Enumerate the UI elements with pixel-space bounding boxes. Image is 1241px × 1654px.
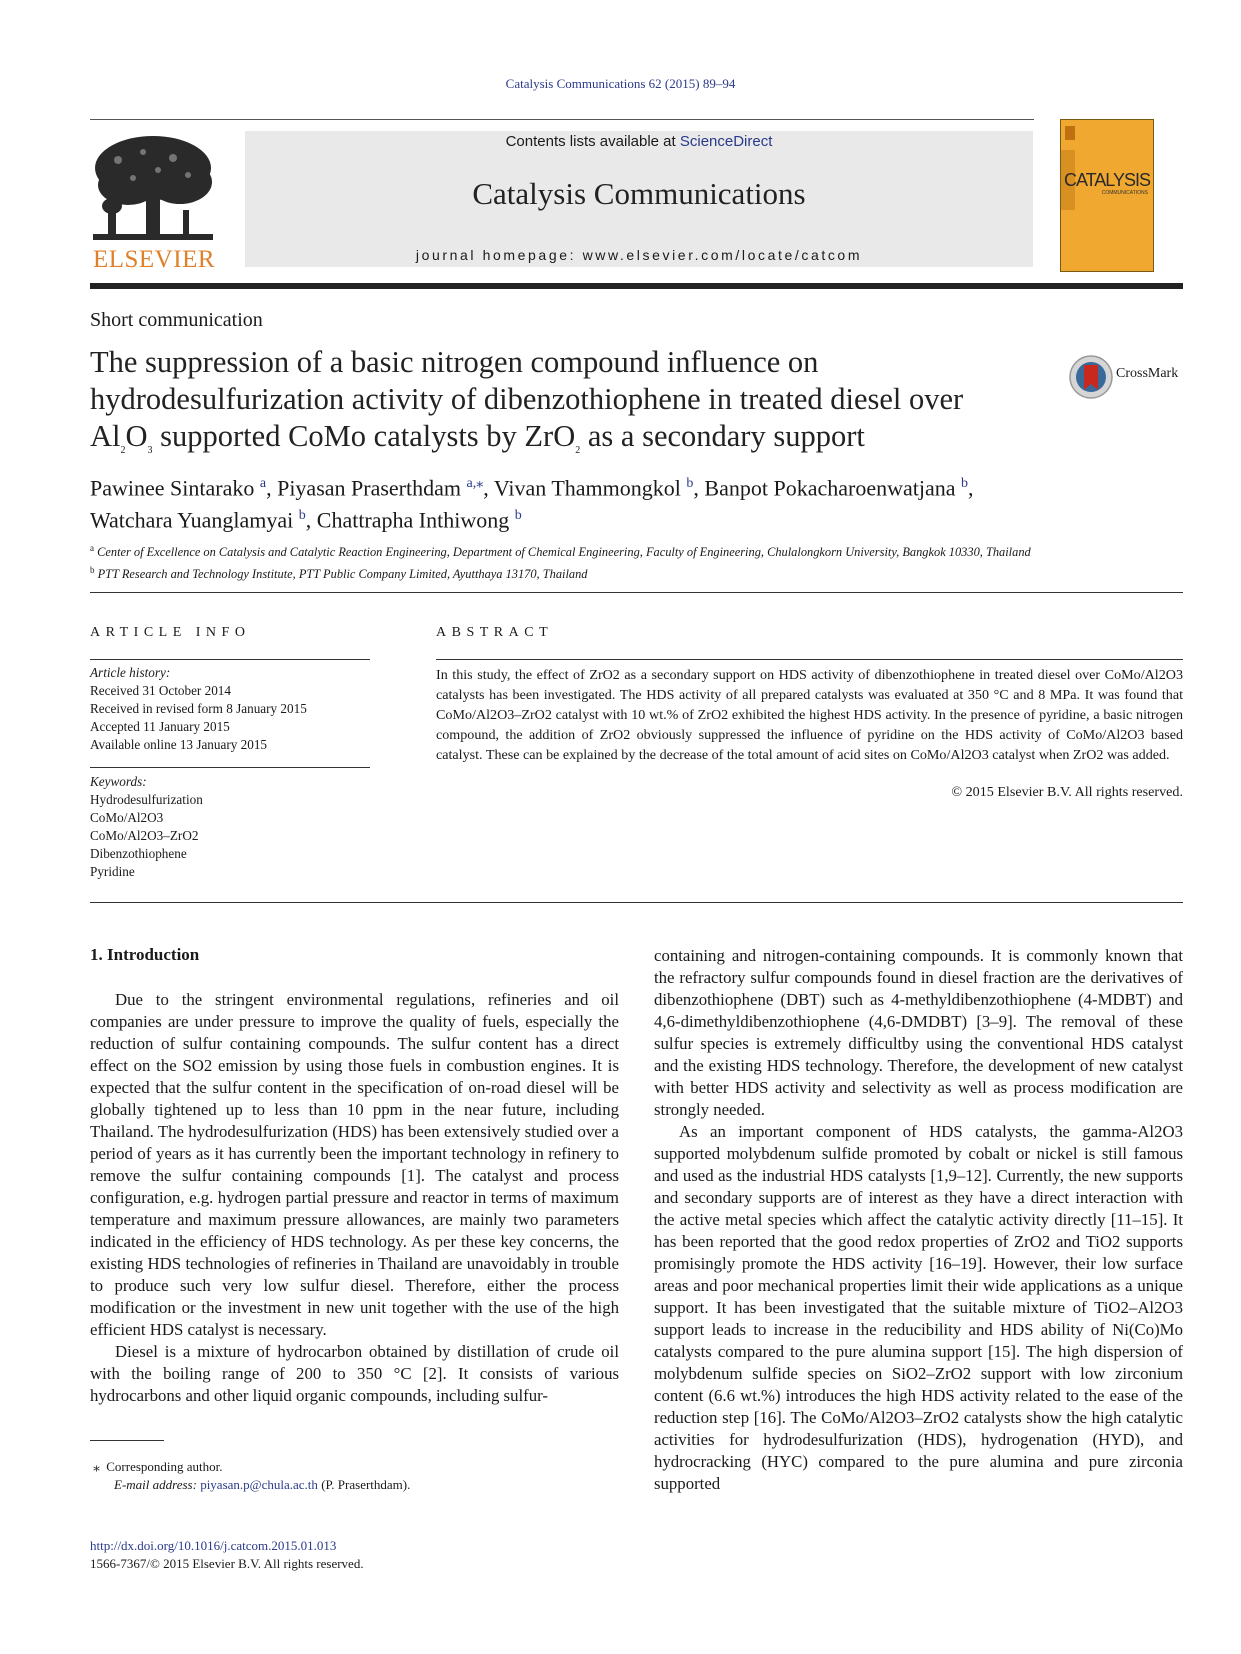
keywords-label: Keywords: xyxy=(90,774,147,789)
affiliations xyxy=(90,539,1190,583)
keyword: Hydrodesulfurization xyxy=(90,792,203,807)
sciencedirect-link[interactable]: ScienceDirect xyxy=(679,133,773,150)
affiliation: $^a$ Center of Excellence on Catalysis and Catalytic Reaction Engineering, Department of Chemical Engineering, Faculty of Engineering, Chulalongkorn University, Bangkok 10330, Thailand xyxy=(90,543,1031,560)
title-line-3: $Al_2O_3$ supported CoMo catalysts by ZrO$_2$ as a secondary support xyxy=(90,419,865,457)
cover-emblem-icon xyxy=(1065,126,1075,140)
email-note: E-mail address: piyasan.p@chula.ac.th (P. Praserthdam). xyxy=(114,1477,411,1492)
article-history xyxy=(90,664,370,754)
author[interactable]: Banpot Pokacharoenwatjana xyxy=(704,475,956,501)
abstract-text: In this study, the effect of ZrO2 as a secondary support on HDS activity of dibenzothiophene in treated diesel over CoMo/Al2O3 catalysts has been investigated. The HDS activity of all prepared catalysts was evaluated at 350 °C and 8 MPa. It was found that CoMo/Al2O3–ZrO2 catalyst with 10 wt.% of ZrO2 exhibited the highest HDS activity. In the presence of pyridine, a basic nitrogen compound, the addition of ZrO2 obviously suppressed the influence of pyridine on the HDS activity of CoMo/Al2O3 based catalyst. These can be explained by the decrease of the total amount of acid sites on CoMo/Al2O3 catalyst when ZrO2 was added. xyxy=(436,667,1183,763)
doi-block xyxy=(90,1537,364,1573)
author-affiliation-mark[interactable]: a,⁎ xyxy=(466,476,484,491)
body-column-left xyxy=(90,989,619,1407)
keywords xyxy=(90,773,370,881)
history-item: Received in revised form 8 January 2015 xyxy=(90,701,307,716)
email-link[interactable]: piyasan.p@chula.ac.th xyxy=(200,1477,318,1492)
keyword: CoMo/Al2O3–ZrO2 xyxy=(90,828,199,843)
history-item: Accepted 11 January 2015 xyxy=(90,719,230,734)
cover-subtitle: COMMUNICATIONS xyxy=(1101,190,1148,196)
corresponding-author-note: ⁎ Corresponding author. xyxy=(93,1459,223,1474)
article-title xyxy=(90,344,1040,469)
footnote-rule xyxy=(90,1440,164,1441)
author-affiliation-mark[interactable]: b xyxy=(298,508,306,524)
author-affiliation-mark[interactable]: b xyxy=(514,508,522,524)
author[interactable]: Piyasan Praserthdam xyxy=(277,475,461,501)
contents-prefix: Contents lists available at xyxy=(505,133,680,150)
author[interactable]: Vivan Thammongkol xyxy=(493,475,681,501)
author-affiliation-mark[interactable]: b xyxy=(686,476,694,491)
author-affiliation-mark[interactable]: b xyxy=(960,476,968,491)
divider xyxy=(90,659,370,660)
divider xyxy=(90,902,1183,903)
doi-link[interactable]: http://dx.doi.org/10.1016/j.catcom.2015.01.013 xyxy=(90,1538,337,1553)
abstract-copyright: © 2015 Elsevier B.V. All rights reserved. xyxy=(951,784,1183,800)
issn-copyright: 1566-7367/© 2015 Elsevier B.V. All rights reserved. xyxy=(90,1556,364,1571)
author-affiliation-mark[interactable]: a xyxy=(259,476,267,491)
paragraph: Diesel is a mixture of hydrocarbon obtained by distillation of crude oil with the boiling range of 200 to 350 °C [2]. It consists of various hydrocarbons and other liquid organic compounds, including sulfur- xyxy=(90,1342,619,1405)
affiliation: $^b$ PTT Research and Technology Institute, PTT Public Company Limited, Ayutthaya 13170, Thailand xyxy=(90,565,588,582)
keyword: CoMo/Al2O3 xyxy=(90,810,164,825)
divider xyxy=(90,767,370,768)
abstract-heading: ABSTRACT xyxy=(436,625,554,640)
history-label: Article history: xyxy=(90,665,171,680)
article-info-heading: ARTICLE INFO xyxy=(90,625,251,640)
header-thick-rule xyxy=(90,283,1183,289)
divider xyxy=(436,659,1183,660)
section-type: Short communication xyxy=(90,309,263,331)
author[interactable]: Pawinee Sintarako xyxy=(90,475,255,501)
keyword: Pyridine xyxy=(90,864,135,879)
elsevier-wordmark: ELSEVIER xyxy=(92,246,216,273)
journal-homepage-link[interactable]: journal homepage: www.elsevier.com/locate/catcom xyxy=(415,247,863,263)
body-column-right xyxy=(654,945,1183,1495)
history-item: Available online 13 January 2015 xyxy=(90,737,268,752)
paragraph: containing and nitrogen-containing compounds. It is commonly known that the refractory sulfur compounds found in diesel fraction are the derivatives of dibenzothiophene (DBT) such as 4-methyldibenzothiophene (4-MDBT) and 4,6-dimethyldibenzothiophene (4,6-DMDBT) [3–9]. The removal of these sulfur species is extremely difficultby using the conventional HDS catalyst and the existing HDS technology. Therefore, the development of new catalyst with better HDS activity and selectivity as well as process modification are strongly needed. xyxy=(654,946,1183,1119)
title-line-1: The suppression of a basic nitrogen compound influence on xyxy=(90,345,819,379)
author-list: Pawinee Sintarako $^a$, Piyasan Praserthdam $^{a,⁎}$, Vivan Thammongkol $^b$, Banpot Pokacharoenwatjana $^b$, Watchara Yuanglamyai $^b$, Chattrapha Inthiwong $^b$ xyxy=(90,475,974,533)
author[interactable]: Watchara Yuanglamyai xyxy=(90,507,294,533)
paragraph: Due to the stringent environmental regulations, refineries and oil companies are under pressure to improve the quality of fuels, especially the reduction of sulfur containing compounds. The sulfur content has a direct effect on the SO2 emission by using those fuels in combustion engines. It is expected that the sulfur content in the specification of on-road diesel will be globally tightened up to less than 10 ppm in the near future, including Thailand. The hydrodesulfurization (HDS) has been extensively studied over a period of years as it has currently been the important technology in refinery to remove the sulfur containing compounds [1]. The catalyst and process configuration, e.g. hydrogen partial pressure and reactor in terms of maximum temperature and maximum pressure allowances, are mainly two parameters indicated in the efficiency of HDS technology. As per these key concerns, the existing HDS technologies of refineries in Thailand are unavoidably in trouble to produce such very low sulfur diesel. Therefore, either the process modification or the investment in new unit together with the use of the high efficient HDS catalyst is necessary. xyxy=(90,990,619,1339)
crossmark-label[interactable]: CrossMark xyxy=(1116,366,1179,381)
section-heading: 1. Introduction xyxy=(90,945,200,964)
keyword: Dibenzothiophene xyxy=(90,846,187,861)
running-head[interactable]: Catalysis Communications 62 (2015) 89–94 xyxy=(505,76,736,91)
journal-title: Catalysis Communications xyxy=(472,176,806,211)
header-rule xyxy=(90,119,1034,120)
journal-cover-thumbnail[interactable] xyxy=(1060,119,1154,272)
footnote xyxy=(90,1458,610,1494)
title-line-2: hydrodesulfurization activity of dibenzothiophene in treated diesel over xyxy=(90,382,964,416)
history-item: Received 31 October 2014 xyxy=(90,683,231,698)
paragraph: As an important component of HDS catalysts, the gamma-Al2O3 supported molybdenum sulfide promoted by cobalt or nickel is still famous and used as the industrial HDS catalysts [1,9–12]. Currently, the new supports and secondary supports are of interest as they have a direct interaction with the active metal species which affect the catalytic activity directly [11–15]. It has been reported that the good redox properties of ZrO2 and TiO2 supports promisingly promote the HDS activity [16–19]. However, their low surface areas and poor mechanical properties limit their wide applications as a unique support. It has been investigated that the suitable mixture of TiO2–Al2O3 support leads to increase in the reducibility and HDS ability of Ni(Co)Mo catalysts compared to the pure alumina support [15]. The high dispersion of molybdenum sulfide species on SiO2–ZrO2 support with low zirconium content (6.6 wt.%) introduces the high HDS activity related to the ease of the reduction step [16]. The CoMo/Al2O3–ZrO2 catalysts show the high catalytic activities for hydrodesulfurization (HDS), hydrogenation (HYD), and hydrocracking (HYC) compared to the pure alumina and pure zirconia supported xyxy=(654,1122,1183,1493)
contents-line xyxy=(245,133,1033,150)
journal-banner xyxy=(245,131,1033,267)
cover-title: CATALYSIS xyxy=(1063,170,1150,190)
crossmark-icon[interactable] xyxy=(1068,354,1114,400)
divider xyxy=(90,592,1183,593)
author[interactable]: Chattrapha Inthiwong xyxy=(316,507,510,533)
